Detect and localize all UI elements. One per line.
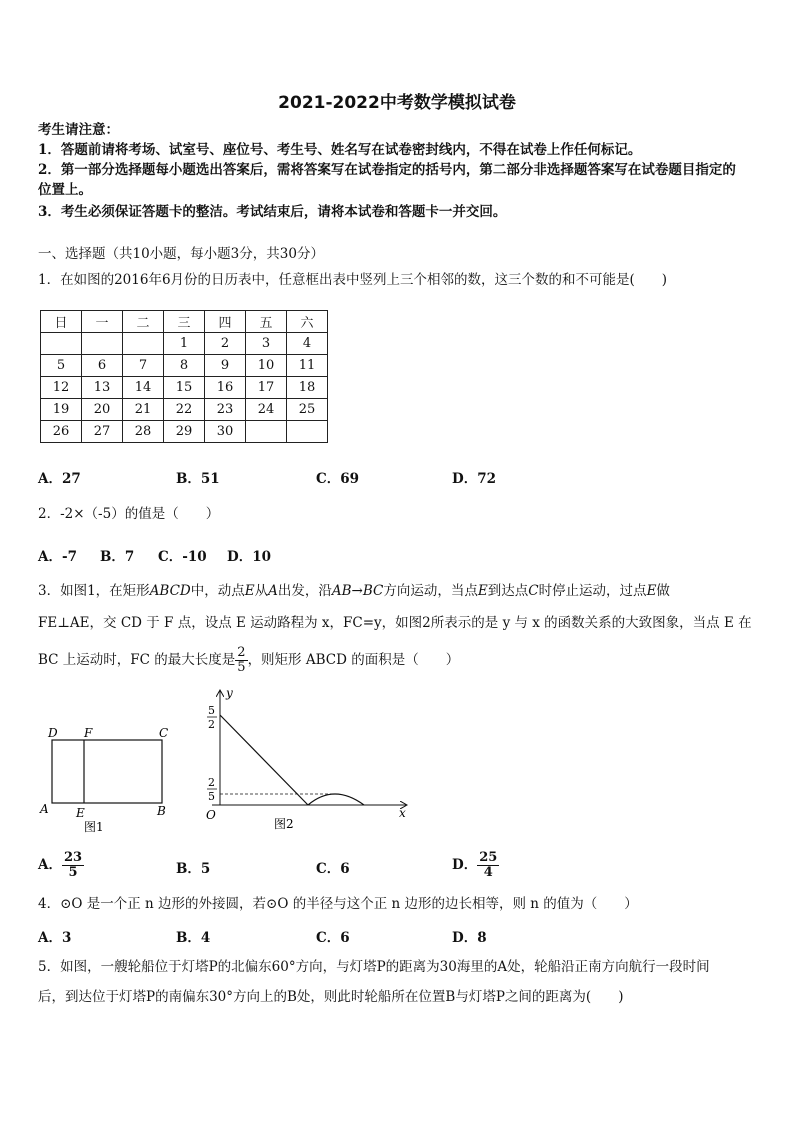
calendar-cell: 12 — [41, 377, 82, 399]
calendar-row — [41, 399, 328, 421]
calendar-cell: 21 — [123, 399, 164, 421]
q1-option-c[interactable]: C．69 — [316, 471, 360, 487]
q2-stem: 2．-2×（-5）的值是（ ） — [38, 506, 220, 522]
calendar-cell: 27 — [82, 421, 123, 443]
q3-var: E — [477, 583, 488, 599]
q3-var: E — [244, 583, 255, 599]
q4-option-a[interactable]: A．3 — [38, 930, 72, 946]
option-label: A． — [38, 857, 62, 873]
calendar-cell: 19 — [41, 399, 82, 421]
figure-1-caption: 图1 — [84, 820, 104, 834]
calendar-cell: 24 — [246, 399, 287, 421]
calendar-cell: 17 — [246, 377, 287, 399]
q3-text: 出发，沿 — [277, 583, 332, 599]
calendar-cell: 1 — [164, 333, 205, 355]
calendar-cell: 5 — [41, 355, 82, 377]
option-label: D． — [452, 857, 478, 873]
calendar-cell: 18 — [287, 377, 328, 399]
fraction — [477, 851, 499, 880]
calendar-cell: 五 — [246, 311, 287, 333]
figure-2-caption: 图2 — [274, 817, 294, 831]
page-title: 2021-2022中考数学模拟试卷 — [278, 93, 516, 113]
q3-text: 方向运动，当点 — [383, 583, 478, 599]
calendar-cell: 11 — [287, 355, 328, 377]
origin-label: O — [206, 808, 216, 822]
calendar-cell: 16 — [205, 377, 246, 399]
calendar-cell: 8 — [164, 355, 205, 377]
q3-text: BC 上运动时，FC 的最大长度是 — [38, 652, 236, 668]
q5-line-1: 5．如图，一艘轮船位于灯塔P的北偏东60°方向，与灯塔P的距离为30海里的A处，轮船沿正南方向航行一段时间 — [38, 959, 710, 975]
label-f: F — [84, 726, 93, 740]
calendar-cell: 六 — [287, 311, 328, 333]
q3-var: C — [528, 583, 539, 599]
q3-text: 时停止运动，过点 — [538, 583, 647, 599]
label-b: B — [157, 804, 166, 818]
calendar-cell: 9 — [205, 355, 246, 377]
notice-item: 2．第一部分选择题每小题选出答案后，需将答案写在试卷指定的括号内，第二部分非选择题答案写在试卷题目指定的 — [38, 162, 736, 178]
rectangle-abcd — [52, 740, 162, 803]
calendar-cell: 29 — [164, 421, 205, 443]
section-heading: 一、选择题（共10小题，每小题3分，共30分） — [38, 246, 324, 262]
q3-line-2: FE⊥AE，交 CD 于 F 点，设点 E 运动路程为 x，FC=y，如图2所表示的是 y 与 x 的函数关系的大致图象，当点 E 在 — [38, 615, 752, 631]
label-a: A — [40, 802, 49, 816]
notice-heading: 考生请注意： — [38, 122, 119, 138]
calendar-cell: 13 — [82, 377, 123, 399]
q1-stem: 1．在如图的2016年6月份的日历表中，任意框出表中竖列上三个相邻的数，这三个数的和不可能是( ) — [38, 272, 668, 288]
q2-option-c[interactable]: C．-10 — [158, 549, 207, 565]
q2-option-d[interactable]: D．10 — [227, 549, 271, 565]
fraction — [62, 851, 84, 880]
graph-arc — [308, 794, 364, 805]
calendar-cell: 10 — [246, 355, 287, 377]
graph-line-segment — [220, 715, 308, 805]
q4-option-d[interactable]: D．8 — [452, 930, 487, 946]
calendar-cell: 2 — [205, 333, 246, 355]
calendar-cell — [246, 421, 287, 443]
calendar-cell: 14 — [123, 377, 164, 399]
calendar-cell: 三 — [164, 311, 205, 333]
calendar-row — [41, 355, 328, 377]
notice-item: 1．答题前请将考场、试室号、座位号、考生号、姓名写在试卷密封线内，不得在试卷上作任何标记。 — [38, 142, 642, 158]
fraction-denominator: 5 — [237, 660, 246, 675]
q3-var: ABCD — [149, 583, 191, 599]
q4-stem: 4．⊙O 是一个正 n 边形的外接圆，若⊙O 的半径与这个正 n 边形的边长相等，则 n 的值为（ ） — [38, 896, 638, 912]
calendar-cell — [123, 333, 164, 355]
y-axis-label: y — [226, 686, 233, 700]
q3-line-3 — [38, 645, 459, 675]
tick-label-denominator: 5 — [208, 790, 215, 803]
calendar-cell: 15 — [164, 377, 205, 399]
calendar-cell — [82, 333, 123, 355]
calendar-row — [41, 333, 328, 355]
q4-option-b[interactable]: B．4 — [176, 930, 211, 946]
q1-option-d[interactable]: D．72 — [452, 471, 496, 487]
calendar-cell: 6 — [82, 355, 123, 377]
calendar-cell: 26 — [41, 421, 82, 443]
q3-text: 中，动点 — [190, 583, 245, 599]
tick-label-numerator: 5 — [208, 704, 215, 717]
label-e: E — [76, 806, 85, 820]
calendar-cell — [287, 421, 328, 443]
q3-text: 3．如图1，在矩形 — [38, 583, 150, 599]
fraction-numerator: 23 — [63, 850, 83, 865]
q3-option-b[interactable]: B．5 — [176, 861, 211, 877]
q4-option-c[interactable]: C．6 — [316, 930, 350, 946]
fraction-numerator: 25 — [479, 850, 498, 865]
fraction-denominator: 5 — [68, 865, 78, 880]
q2-option-a[interactable]: A．-7 — [38, 549, 77, 565]
q3-option-a[interactable] — [38, 850, 84, 880]
q3-text: 到达点 — [487, 583, 529, 599]
calendar-cell: 3 — [246, 333, 287, 355]
calendar-cell: 20 — [82, 399, 123, 421]
q3-text: 从 — [254, 583, 269, 599]
q3-var: AB→BC — [331, 583, 384, 599]
calendar-cell — [41, 333, 82, 355]
label-c: C — [159, 726, 169, 740]
calendar-cell: 日 — [41, 311, 82, 333]
q3-var: E — [646, 583, 657, 599]
fraction — [235, 646, 247, 675]
calendar-cell: 30 — [205, 421, 246, 443]
calendar-header-row — [41, 311, 328, 333]
calendar-cell: 23 — [205, 399, 246, 421]
q5-line-2: 后，到达位于灯塔P的南偏东30°方向上的B处，则此时轮船所在位置B与灯塔P之间的距离为( ) — [38, 989, 624, 1005]
figure-1-rectangle — [38, 725, 188, 840]
q3-text: 做 — [656, 583, 670, 599]
q3-var: A — [268, 583, 278, 599]
calendar-cell: 7 — [123, 355, 164, 377]
q3-text: ，则矩形 ABCD 的面积是（ ） — [247, 652, 460, 668]
q2-option-b[interactable]: B．7 — [100, 549, 135, 565]
notice-item: 位置上。 — [38, 182, 92, 198]
calendar-table — [40, 310, 328, 443]
calendar-cell: 4 — [287, 333, 328, 355]
calendar-cell: 28 — [123, 421, 164, 443]
q1-option-a[interactable]: A．27 — [38, 471, 81, 487]
q3-option-c[interactable]: C．6 — [316, 861, 350, 877]
tick-label-denominator: 2 — [208, 718, 215, 731]
tick-label-numerator: 2 — [208, 776, 215, 789]
calendar-row — [41, 377, 328, 399]
fraction-denominator: 4 — [483, 865, 493, 880]
calendar-cell: 一 — [82, 311, 123, 333]
q3-option-d[interactable] — [452, 850, 499, 880]
label-d: D — [48, 726, 58, 740]
calendar-cell: 22 — [164, 399, 205, 421]
notice-item: 3．考生必须保证答题卡的整洁。考试结束后，请将本试卷和答题卡一并交回。 — [38, 204, 507, 220]
q1-option-b[interactable]: B．51 — [176, 471, 220, 487]
calendar-cell: 二 — [123, 311, 164, 333]
figure-2-graph — [198, 685, 418, 835]
q3-line-1 — [38, 581, 670, 601]
calendar-cell: 四 — [205, 311, 246, 333]
calendar-cell: 25 — [287, 399, 328, 421]
calendar-row — [41, 421, 328, 443]
fraction-numerator: 2 — [237, 645, 246, 660]
x-axis-label: x — [399, 806, 406, 820]
